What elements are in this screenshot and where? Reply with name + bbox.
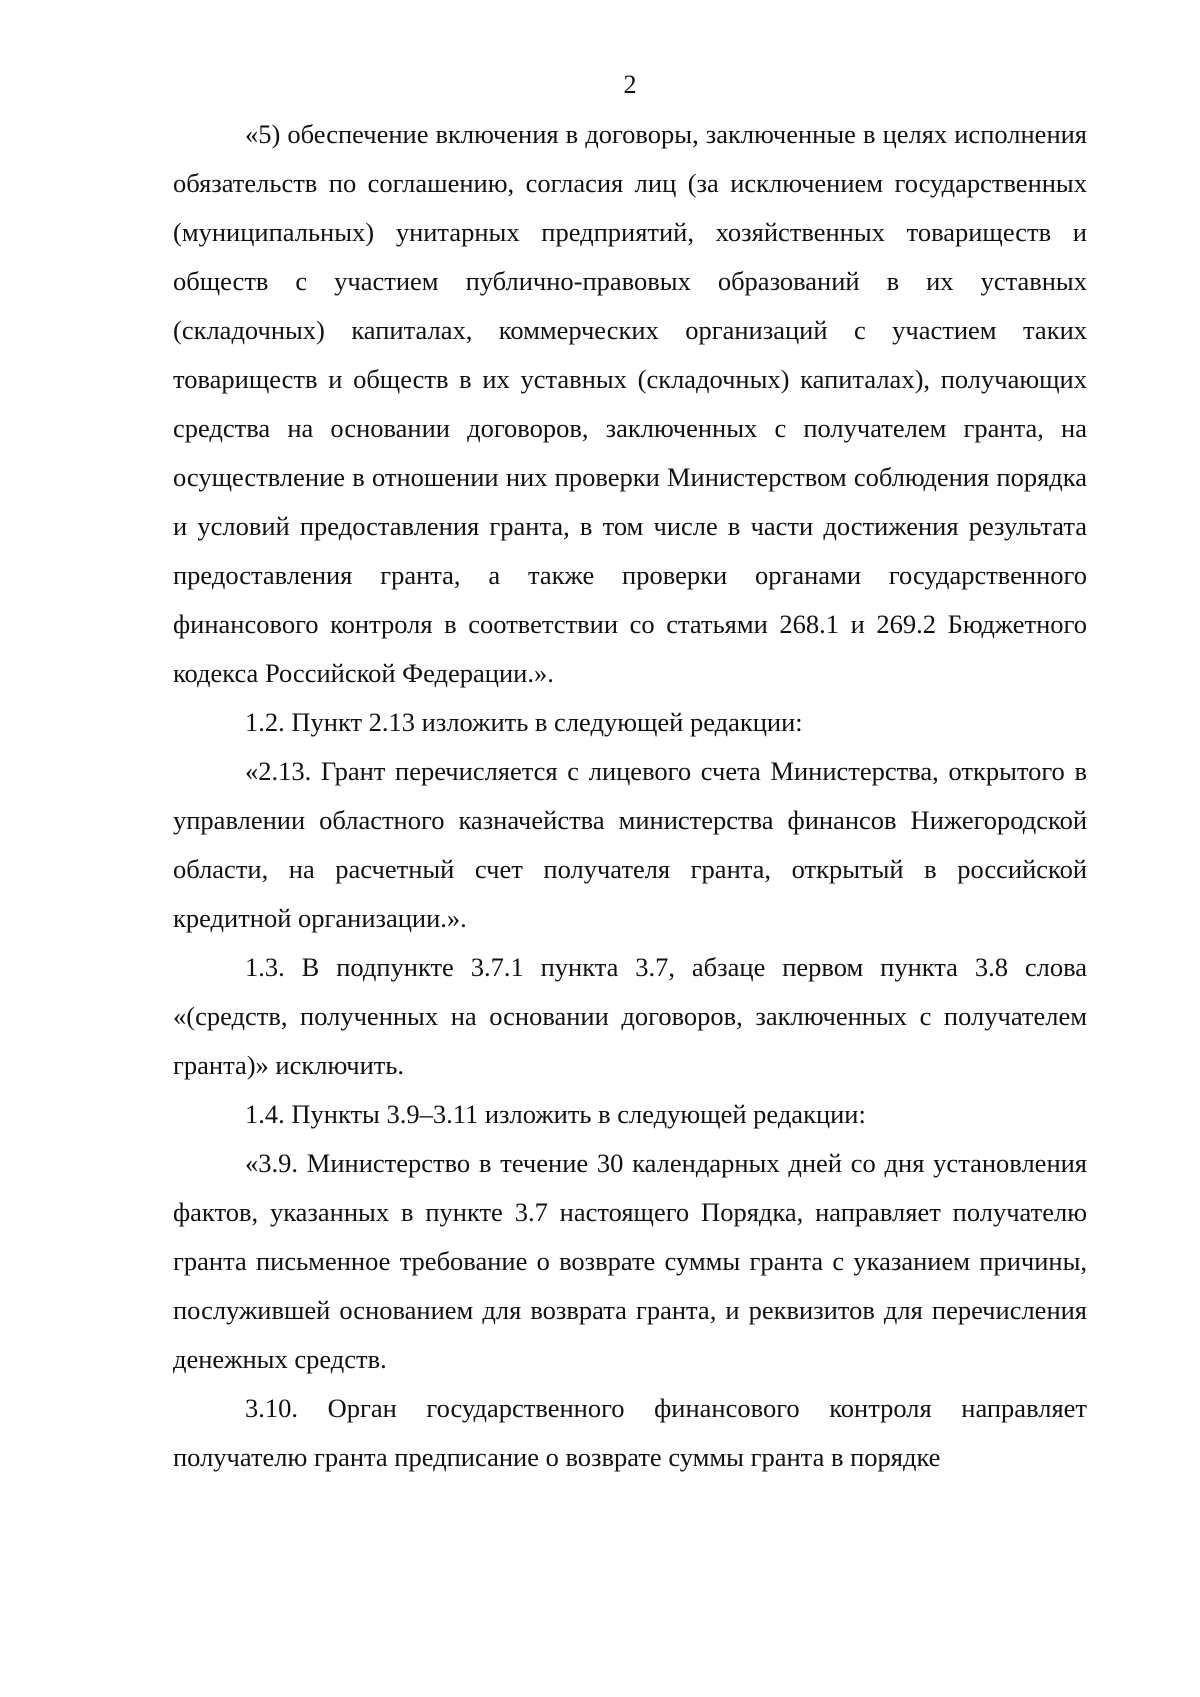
paragraph-item-5-addendum: «5) обеспечение включения в договоры, заключенные в целях исполнения обязательств по соглашению, согласия лиц (за исключением государственных (муниципальных) унитарных предприятий, хозяйственных товариществ и обществ с участием публично-правовых образований в их уставных (складочных) капиталах, коммерческих организаций с участием таких товариществ и обществ в их уставных (складочных) капиталах), получающих средства на основании договоров, заключенных с получателем гранта, на осуществление в отношении них проверки Министерством соблюдения порядка и условий предоставления гранта, в том числе в части достижения результата предоставления гранта, а также проверки органами государственного финансового контроля в соответствии со статьями 268.1 и 269.2 Бюджетного кодекса Российской Федерации.». [173,119,1087,688]
paragraph-clause-1-4: 1.4. Пункты 3.9–3.11 изложить в следующей редакции: [245,1099,866,1129]
document-body [173,110,1087,1482]
paragraph-clause-1-2: 1.2. Пункт 2.13 изложить в следующей редакции: [245,707,803,737]
paragraph-item-2-13: «2.13. Грант перечисляется с лицевого счета Министерства, открытого в управлении областного казначейства министерства финансов Нижегородской области, на расчетный счет получателя гранта, открытый в российской кредитной организации.». [173,756,1087,933]
paragraph-item-3-10: 3.10. Орган государственного финансового контроля направляет получателю гранта предписание о возврате суммы гранта в порядке [173,1393,1087,1472]
page-number: 2 [623,70,637,99]
paragraph-item-3-9: «3.9. Министерство в течение 30 календарных дней со дня установления фактов, указанных в пункте 3.7 настоящего Порядка, направляет получателю гранта письменное требование о возврате суммы гранта с указанием причины, послужившей основанием для возврата гранта, и реквизитов для перечисления денежных средств. [173,1148,1087,1374]
paragraph-clause-1-3: 1.3. В подпункте 3.7.1 пункта 3.7, абзаце первом пункта 3.8 слова «(средств, полученных на основании договоров, заключенных с получателем гранта)» исключить. [173,952,1087,1080]
